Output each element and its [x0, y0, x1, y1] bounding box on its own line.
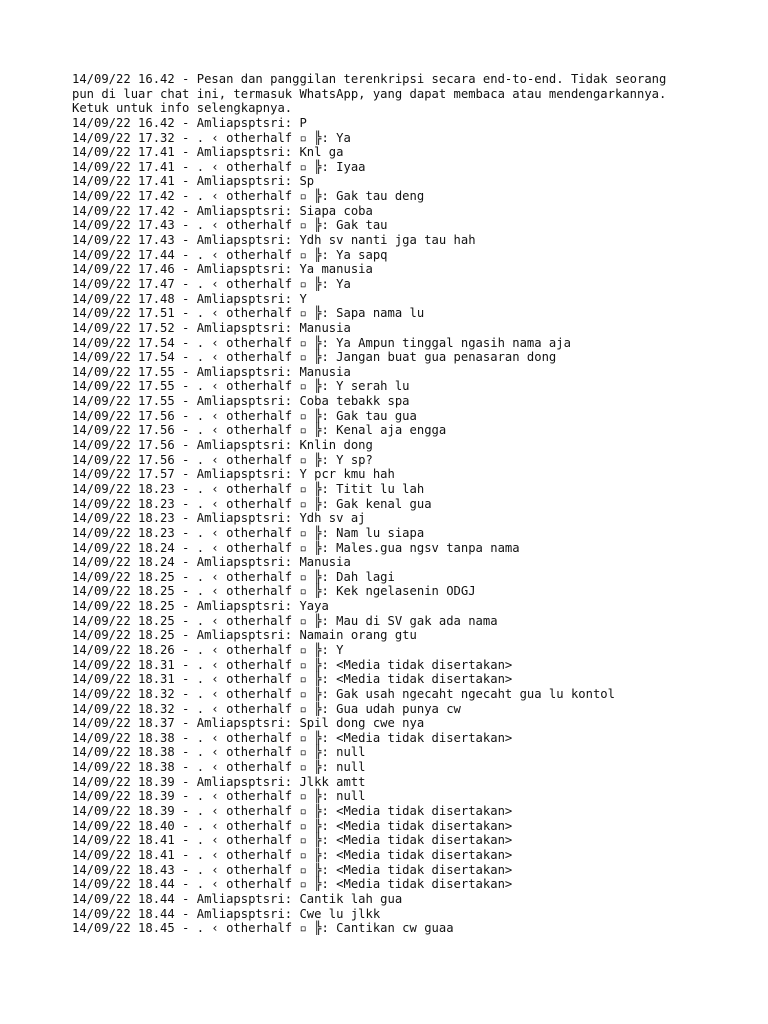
chat-log-line: 14/09/22 17.41 - Amliapsptsri: Knl ga — [72, 145, 344, 160]
chat-log-line: 14/09/22 18.39 - Amliapsptsri: Jlkk amtt — [72, 774, 366, 789]
chat-log-line: 14/09/22 18.38 - . ‹ otherhalf ▫ ╠: null — [72, 745, 366, 760]
chat-log-line: 14/09/22 18.41 - . ‹ otherhalf ▫ ╠: <Media tidak disertakan> — [72, 833, 513, 848]
chat-log-line: 14/09/22 17.41 - Amliapsptsri: Sp — [72, 174, 315, 189]
chat-log-line: 14/09/22 17.43 - Amliapsptsri: Ydh sv nanti jga tau hah — [72, 233, 476, 248]
chat-log-line: 14/09/22 17.56 - . ‹ otherhalf ▫ ╠: Gak tau gua — [72, 408, 417, 423]
chat-log-line: 14/09/22 18.39 - . ‹ otherhalf ▫ ╠: <Media tidak disertakan> — [72, 804, 513, 819]
chat-log-line: 14/09/22 18.41 - . ‹ otherhalf ▫ ╠: <Media tidak disertakan> — [72, 847, 513, 862]
chat-log-line: 14/09/22 18.25 - . ‹ otherhalf ▫ ╠: Kek ngelasenin ODGJ — [72, 584, 476, 599]
chat-log-line: 14/09/22 17.44 - . ‹ otherhalf ▫ ╠: Ya sapq — [72, 247, 388, 262]
chat-log-line: 14/09/22 17.43 - . ‹ otherhalf ▫ ╠: Gak tau — [72, 218, 388, 233]
chat-log-line: 14/09/22 17.54 - . ‹ otherhalf ▫ ╠: Ya Ampun tinggal ngasih nama aja — [72, 335, 571, 350]
chat-log-line: 14/09/22 17.56 - . ‹ otherhalf ▫ ╠: Y sp? — [72, 452, 373, 467]
chat-log-line: 14/09/22 18.37 - Amliapsptsri: Spil dong cwe nya — [72, 716, 425, 731]
chat-log-line: 14/09/22 16.42 - Pesan dan panggilan terenkripsi secara end-to-end. Tidak seorang — [72, 72, 667, 86]
chat-log-line: 14/09/22 17.56 - . ‹ otherhalf ▫ ╠: Kenal aja engga — [72, 423, 447, 438]
chat-log-line: pun di luar chat ini, termasuk WhatsApp, yang dapat membaca atau mendengarkannya. — [72, 86, 667, 101]
chat-log-line: 14/09/22 17.57 - Amliapsptsri: Y pcr kmu hah — [72, 467, 395, 482]
chat-log-line: 14/09/22 18.25 - Amliapsptsri: Yaya — [72, 599, 329, 614]
chat-log-line: 14/09/22 18.44 - . ‹ otherhalf ▫ ╠: <Media tidak disertakan> — [72, 877, 513, 892]
chat-log-line: 14/09/22 17.55 - Amliapsptsri: Manusia — [72, 364, 351, 379]
chat-log-line: 14/09/22 17.51 - . ‹ otherhalf ▫ ╠: Sapa nama lu — [72, 306, 425, 321]
chat-log-line: 14/09/22 18.24 - . ‹ otherhalf ▫ ╠: Males.gua ngsv tanpa nama — [72, 540, 520, 555]
chat-log-line: 14/09/22 18.44 - Amliapsptsri: Cantik lah gua — [72, 891, 403, 906]
chat-log-line: 14/09/22 17.52 - Amliapsptsri: Manusia — [72, 320, 351, 335]
chat-log-line: 14/09/22 18.23 - . ‹ otherhalf ▫ ╠: Titit lu lah — [72, 481, 425, 496]
document-page — [72, 72, 712, 936]
chat-log-line: 14/09/22 18.32 - . ‹ otherhalf ▫ ╠: Gua udah punya cw — [72, 701, 461, 716]
chat-log-line: 14/09/22 17.55 - Amliapsptsri: Coba tebakk spa — [72, 394, 410, 409]
chat-log-line: 14/09/22 18.38 - . ‹ otherhalf ▫ ╠: null — [72, 760, 366, 775]
chat-log-line: 14/09/22 18.24 - Amliapsptsri: Manusia — [72, 555, 351, 570]
chat-log-line: Ketuk untuk info selengkapnya. — [72, 101, 293, 116]
chat-log-line: 14/09/22 16.42 - Amliapsptsri: P — [72, 115, 307, 130]
chat-log-line: 14/09/22 18.23 - Amliapsptsri: Ydh sv aj — [72, 511, 366, 526]
chat-log — [72, 72, 712, 936]
chat-log-line: 14/09/22 17.56 - Amliapsptsri: Knlin dong — [72, 438, 373, 453]
chat-log-line: 14/09/22 18.44 - Amliapsptsri: Cwe lu jlkk — [72, 906, 381, 921]
chat-log-line: 14/09/22 17.47 - . ‹ otherhalf ▫ ╠: Ya — [72, 276, 351, 291]
chat-log-line: 14/09/22 18.32 - . ‹ otherhalf ▫ ╠: Gak usah ngecaht ngecaht gua lu kontol — [72, 686, 615, 701]
chat-log-line: 14/09/22 18.25 - Amliapsptsri: Namain orang gtu — [72, 628, 417, 643]
chat-log-line: 14/09/22 17.42 - . ‹ otherhalf ▫ ╠: Gak tau deng — [72, 189, 425, 204]
chat-log-line: 14/09/22 18.23 - . ‹ otherhalf ▫ ╠: Gak kenal gua — [72, 496, 432, 511]
chat-log-line: 14/09/22 17.41 - . ‹ otherhalf ▫ ╠: Iyaa — [72, 159, 366, 174]
chat-log-line: 14/09/22 18.39 - . ‹ otherhalf ▫ ╠: null — [72, 789, 366, 804]
chat-log-line: 14/09/22 17.42 - Amliapsptsri: Siapa coba — [72, 203, 373, 218]
chat-log-line: 14/09/22 18.25 - . ‹ otherhalf ▫ ╠: Mau di SV gak ada nama — [72, 613, 498, 628]
chat-log-line: 14/09/22 18.23 - . ‹ otherhalf ▫ ╠: Nam lu siapa — [72, 525, 425, 540]
chat-log-line: 14/09/22 18.31 - . ‹ otherhalf ▫ ╠: <Media tidak disertakan> — [72, 657, 513, 672]
chat-log-line: 14/09/22 18.26 - . ‹ otherhalf ▫ ╠: Y — [72, 642, 344, 657]
chat-log-line: 14/09/22 18.38 - . ‹ otherhalf ▫ ╠: <Media tidak disertakan> — [72, 730, 513, 745]
chat-log-line: 14/09/22 17.54 - . ‹ otherhalf ▫ ╠: Jangan buat gua penasaran dong — [72, 350, 557, 365]
chat-log-line: 14/09/22 17.46 - Amliapsptsri: Ya manusia — [72, 262, 373, 277]
chat-log-line: 14/09/22 18.25 - . ‹ otherhalf ▫ ╠: Dah lagi — [72, 569, 395, 584]
chat-log-line: 14/09/22 17.55 - . ‹ otherhalf ▫ ╠: Y serah lu — [72, 379, 410, 394]
chat-log-line: 14/09/22 18.45 - . ‹ otherhalf ▫ ╠: Cantikan cw guaa — [72, 921, 454, 936]
chat-log-line: 14/09/22 17.48 - Amliapsptsri: Y — [72, 291, 307, 306]
chat-log-line: 14/09/22 18.43 - . ‹ otherhalf ▫ ╠: <Media tidak disertakan> — [72, 862, 513, 877]
chat-log-line: 14/09/22 17.32 - . ‹ otherhalf ▫ ╠: Ya — [72, 130, 351, 145]
chat-log-line: 14/09/22 18.31 - . ‹ otherhalf ▫ ╠: <Media tidak disertakan> — [72, 672, 513, 687]
chat-log-line: 14/09/22 18.40 - . ‹ otherhalf ▫ ╠: <Media tidak disertakan> — [72, 818, 513, 833]
